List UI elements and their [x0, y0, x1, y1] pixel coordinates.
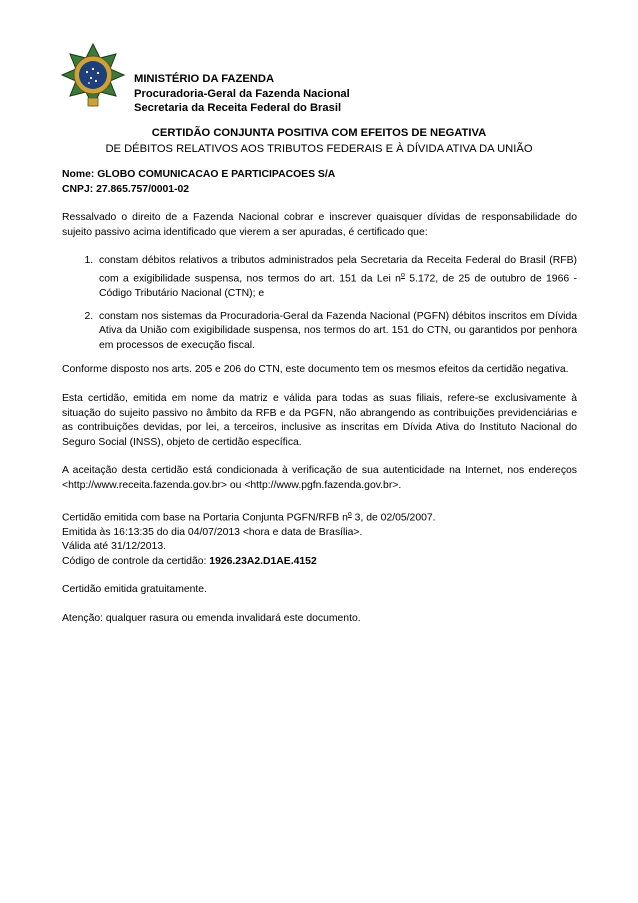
certificate-subtitle: DE DÉBITOS RELATIVOS AOS TRIBUTOS FEDERAIS E À DÍVIDA ATIVA DA UNIÃO: [105, 143, 533, 155]
finding-item-pgfn: 2. constam nos sistemas da Procuradoria-Geral da Fazenda Nacional (PGFN) débitos inscritos em Dívida Ativa da União com exigibilidade suspensa, nos termos do art. 151 do CTN, ou garantidos por penhora em processos de execução fiscal.: [96, 310, 577, 354]
intro-paragraph: Ressalvado o direito de a Fazenda Nacional cobrar e inscrever quaisquer dívidas de responsabilidade do sujeito passivo acima identificado que vierem a ser apuradas, é certificado que:: [62, 212, 577, 238]
pgfn-name: Procuradoria-Geral da Fazenda Nacional: [134, 87, 350, 100]
acceptance-paragraph: A aceitação desta certidão está condicionada à verificação de sua autenticidade na Internet, nos endereços <http://www.receita.fazenda.gov.br> ou <http://www.pgfn.fazenda.gov.br>.: [62, 465, 577, 491]
validity-date: Válida até 31/12/2013.: [62, 541, 166, 553]
issuance-block: [62, 508, 577, 570]
conforme-paragraph: Conforme disposto nos arts. 205 e 206 do CTN, este documento tem os mesmos efeitos da certidão negativa.: [62, 364, 569, 376]
ministry-name: MINISTÉRIO DA FAZENDA: [134, 73, 275, 85]
taxpayer-name: Nome: GLOBO COMUNICACAO E PARTICIPACOES S/A: [62, 169, 336, 180]
issuance-datetime: Emitida às 16:13:35 do dia 04/07/2013 <hora e data de Brasília>.: [62, 526, 363, 538]
scope-paragraph: Esta certidão, emitida em nome da matriz e válida para todas as suas filiais, refere-se exclusivamente à situação do sujeito passivo no âmbito da RFB e da PGFN, não abrangendo as contribuições previdenciárias e as contribuições devidas, por lei, a terceiros, inclusive as inscritas em Dívida Ativa do Instituto Nacional do Seguro Social (INSS), objeto de certidão específica.: [62, 393, 577, 448]
certificate-body: [62, 168, 577, 641]
control-code: Código de controle da certidão: 1926.23A2.D1AE.4152: [62, 555, 317, 567]
rfb-name: Secretaria da Receita Federal do Brasil: [134, 102, 342, 114]
warning-paragraph: Atenção: qualquer rasura ou emenda invalidará este documento.: [62, 613, 361, 624]
control-code-value: 1926.23A2.D1AE.4152: [209, 555, 317, 567]
issuer-header: [134, 72, 350, 116]
certificate-title: CERTIDÃO CONJUNTA POSITIVA COM EFEITOS DE NEGATIVA: [151, 127, 487, 139]
coat-of-arms-emblem: [60, 42, 126, 108]
issuance-basis: Certidão emitida com base na Portaria Conjunta PGFN/RFB $n^o$ 3, de 02/05/2007.: [62, 510, 436, 524]
findings-list: [62, 254, 577, 353]
finding-item-rfb: 1. constam débitos relativos a tributos administrados pela Secretaria da Receita Federal do Brasil (RFB) com a exigibilidade suspensa, nos termos do art. 151 da Lei $n^o$ 5.172, de 25 de outubro de 1966 - Código Tributário Nacional (CTN); e: [96, 254, 577, 301]
free-issue-paragraph: Certidão emitida gratuitamente.: [62, 584, 207, 596]
taxpayer-cnpj: CNPJ: 27.865.757/0001-02: [62, 183, 190, 195]
